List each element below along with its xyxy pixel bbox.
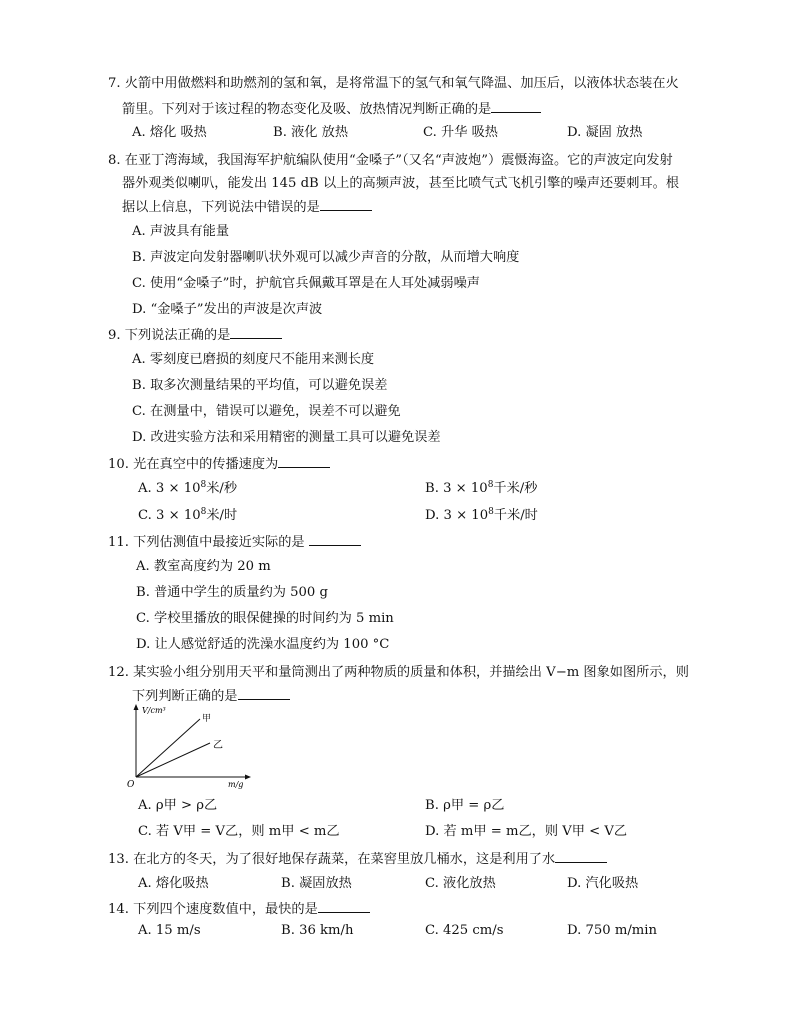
line-yi (136, 743, 210, 777)
q10-option-b[interactable]: B. $3 \times 10^8$千米/秒 (425, 480, 538, 496)
q14-option-d[interactable]: D. 750 m/min (567, 923, 658, 938)
line-jia (136, 719, 200, 777)
q13-option-b[interactable]: B. 凝固放热 (281, 876, 352, 891)
line-yi-label: 乙 (213, 740, 223, 751)
q8-option-c[interactable]: C. 使用“金嗓子”时，护航官兵佩戴耳罩是在人耳处减弱噪声 (132, 276, 480, 291)
answer-blank[interactable] (230, 324, 282, 339)
q9-option-a[interactable]: A. 零刻度已磨损的刻度尺不能用来测长度 (132, 352, 375, 367)
q12-option-a[interactable]: A. ρ甲 > ρ乙 (138, 798, 218, 813)
answer-blank[interactable] (320, 196, 372, 211)
question-8-line-3: 据以上信息，下列说法中错误的是 (122, 196, 372, 215)
q11-option-d[interactable]: D. 让人感觉舒适的洗澡水温度约为 100 °C (136, 637, 390, 652)
q14-option-b[interactable]: B. 36 km/h (281, 923, 354, 938)
v-m-graph (124, 703, 254, 791)
question-8-line-1: 8. 在亚丁湾海域，我国海军护航编队使用“金嗓子”（又名“声波炮”）震慑海盗。它的声波定向发射 (108, 153, 673, 168)
y-axis-arrow (134, 704, 139, 710)
q11-option-a[interactable]: A. 教室高度约为 20 m (136, 559, 271, 574)
answer-blank[interactable] (491, 98, 541, 113)
answer-blank[interactable] (555, 848, 607, 863)
q7-option-b[interactable]: B. 液化 放热 (273, 125, 349, 140)
x-axis-label: m/g (228, 780, 244, 789)
q11-option-b[interactable]: B. 普通中学生的质量约为 500 g (136, 585, 328, 600)
q10-option-c[interactable]: C. $3 \times 10^8$米/时 (138, 507, 238, 523)
question-10-stem: 10. 光在真空中的传播速度为 (108, 453, 330, 472)
q10-option-d[interactable]: D. $3 \times 10^8$千米/时 (425, 507, 538, 523)
answer-blank[interactable] (238, 685, 290, 700)
q12-option-b[interactable]: B. ρ甲 = ρ乙 (425, 798, 505, 813)
q8-option-d[interactable]: D. “金嗓子”发出的声波是次声波 (132, 302, 323, 317)
question-7-line-1: 7. 火箭中用做燃料和助燃剂的氢和氧，是将常温下的氢气和氧气降温、加压后，以液体状态装在火 (108, 76, 679, 91)
question-12-line-1: 12. 某实验小组分别用天平和量筒测出了两种物质的质量和体积，并描绘出 V−m 图象如图所示，则 (108, 665, 689, 680)
q13-option-c[interactable]: C. 液化放热 (425, 876, 496, 891)
q8-option-a[interactable]: A. 声波具有能量 (132, 224, 230, 239)
q11-option-c[interactable]: C. 学校里播放的眼保健操的时间约为 5 min (136, 611, 394, 626)
question-8-line-2: 器外观类似喇叭，能发出 145 dB 以上的高频声波，甚至比喷气式飞机引擎的噪声还要刺耳。根 (122, 176, 680, 191)
q14-option-a[interactable]: A. 15 m/s (138, 923, 201, 938)
x-axis-arrow (245, 775, 251, 780)
q7-option-d[interactable]: D. 凝固 放热 (567, 125, 643, 140)
question-11-stem: 11. 下列估测值中最接近实际的是 (108, 531, 361, 550)
q12-option-c[interactable]: C. 若 V甲 = V乙，则 m甲 < m乙 (138, 824, 340, 839)
answer-blank[interactable] (278, 453, 330, 468)
q7-option-a[interactable]: A. 熔化 吸热 (132, 125, 207, 140)
q8-option-b[interactable]: B. 声波定向发射器喇叭状外观可以减少声音的分散，从而增大响度 (132, 250, 520, 265)
question-13-stem: 13. 在北方的冬天，为了很好地保存蔬菜，在菜窖里放几桶水，这是利用了水 (108, 848, 607, 867)
q13-option-d[interactable]: D. 汽化吸热 (567, 876, 639, 891)
question-7-line-2: 箭里。下列对于该过程的物态变化及吸、放热情况判断正确的是 (122, 98, 541, 117)
q9-option-b[interactable]: B. 取多次测量结果的平均值，可以避免误差 (132, 378, 388, 393)
q9-option-d[interactable]: D. 改进实验方法和采用精密的测量工具可以避免误差 (132, 430, 441, 445)
q14-option-c[interactable]: C. 425 cm/s (425, 923, 504, 938)
q9-option-c[interactable]: C. 在测量中，错误可以避免，误差不可以避免 (132, 404, 401, 419)
answer-blank[interactable] (318, 898, 370, 913)
y-axis-label: V/cm³ (142, 706, 166, 715)
q12-option-d[interactable]: D. 若 m甲 = m乙，则 V甲 < V乙 (425, 824, 628, 839)
q7-option-c[interactable]: C. 升华 吸热 (423, 125, 498, 140)
line-jia-label: 甲 (202, 714, 212, 724)
question-9-stem: 9. 下列说法正确的是 (108, 324, 282, 343)
origin-label: O (127, 780, 135, 790)
question-14-stem: 14. 下列四个速度数值中，最快的是 (108, 898, 370, 917)
q10-option-a[interactable]: A. $3 \times 10^8$米/秒 (138, 480, 238, 496)
question-12-line-2: 下列判断正确的是 (132, 685, 290, 704)
answer-blank[interactable] (309, 531, 361, 546)
q13-option-a[interactable]: A. 熔化吸热 (138, 876, 209, 891)
